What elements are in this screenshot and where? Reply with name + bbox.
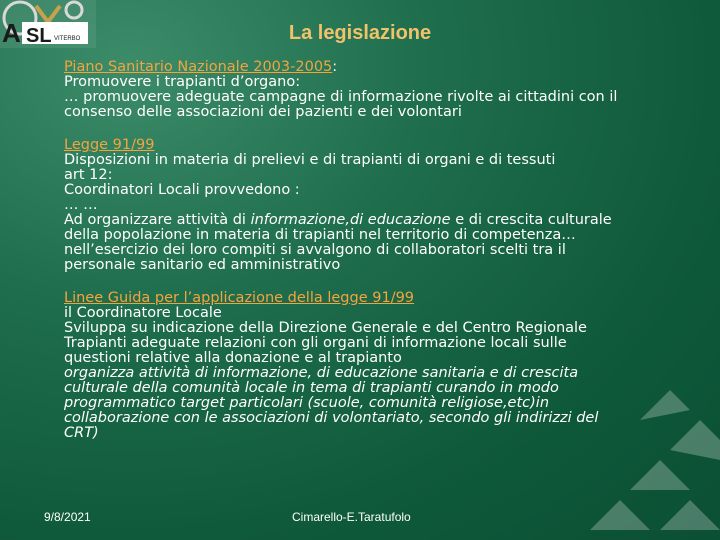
logo-main: SL (26, 25, 52, 47)
text-line: Trapianti adeguate relazioni con gli organi di informazione locali sulle (64, 335, 567, 351)
logo-small: VITERBO (54, 36, 81, 42)
rich-text-line (64, 213, 694, 228)
slide-title: La legislazione (288, 22, 432, 44)
text-line: art 12: (64, 167, 113, 183)
text-line: Sviluppa su indicazione della Direzione Generale e del Centro Regionale (64, 320, 587, 336)
text-fragment: e di crescita culturale (450, 212, 612, 228)
section-heading[interactable]: Piano Sanitario Nazionale 2003-2005 (64, 59, 333, 75)
text-line: il Coordinatore Locale (64, 305, 222, 321)
text-line: … … (64, 197, 98, 213)
logo-prefix: A (2, 18, 21, 48)
text-line: questioni relative alla donazione e al trapianto (64, 350, 402, 366)
decorative-pattern (580, 330, 720, 540)
section-heading[interactable]: Linee Guida per l’applicazione della legge 91/99 (64, 290, 415, 306)
section-legge-91-99 (64, 138, 694, 273)
italic-fragment: informazione,di educazione (250, 212, 451, 228)
italic-line: culturale della comunità locale in tema di trapianti curando in modo (64, 380, 559, 396)
footer-date: 9/8/2021 (44, 510, 91, 524)
italic-line: CRT) (64, 425, 99, 441)
text-line: Promuovere i trapianti d’organo: (64, 74, 301, 90)
text-line: nell’esercizio dei loro compiti si avvalgono di collaboratori scelti tra il (64, 242, 566, 258)
footer-author: Cimarello-E.Taratufolo (292, 510, 411, 524)
text-line: consenso delle associazioni dei pazienti e dei volontari (64, 104, 462, 120)
italic-line: programmatico target particolari (scuole, comunità religiose,etc)in (64, 395, 550, 411)
section-piano-sanitario (64, 60, 694, 120)
heading-colon: : (332, 59, 338, 75)
text-line: personale sanitario ed amministrativo (64, 257, 341, 273)
text-line: … promuovere adeguate campagne di informazione rivolte ai cittadini con il (64, 89, 618, 105)
italic-line: organizza attività di informazione, di educazione sanitaria e di crescita (64, 365, 579, 381)
text-fragment: Ad organizzare attività di (64, 212, 251, 228)
section-heading[interactable]: Legge 91/99 (64, 137, 155, 153)
text-line: della popolazione in materia di trapianti nel territorio di competenza… (64, 227, 576, 243)
text-line: Disposizioni in materia di prelievi e di trapianti di organi e di tessuti (64, 152, 556, 168)
italic-line: collaborazione con le associazioni di volontariato, secondo gli indirizzi del (64, 410, 599, 426)
text-line: Coordinatori Locali provvedono : (64, 182, 300, 198)
